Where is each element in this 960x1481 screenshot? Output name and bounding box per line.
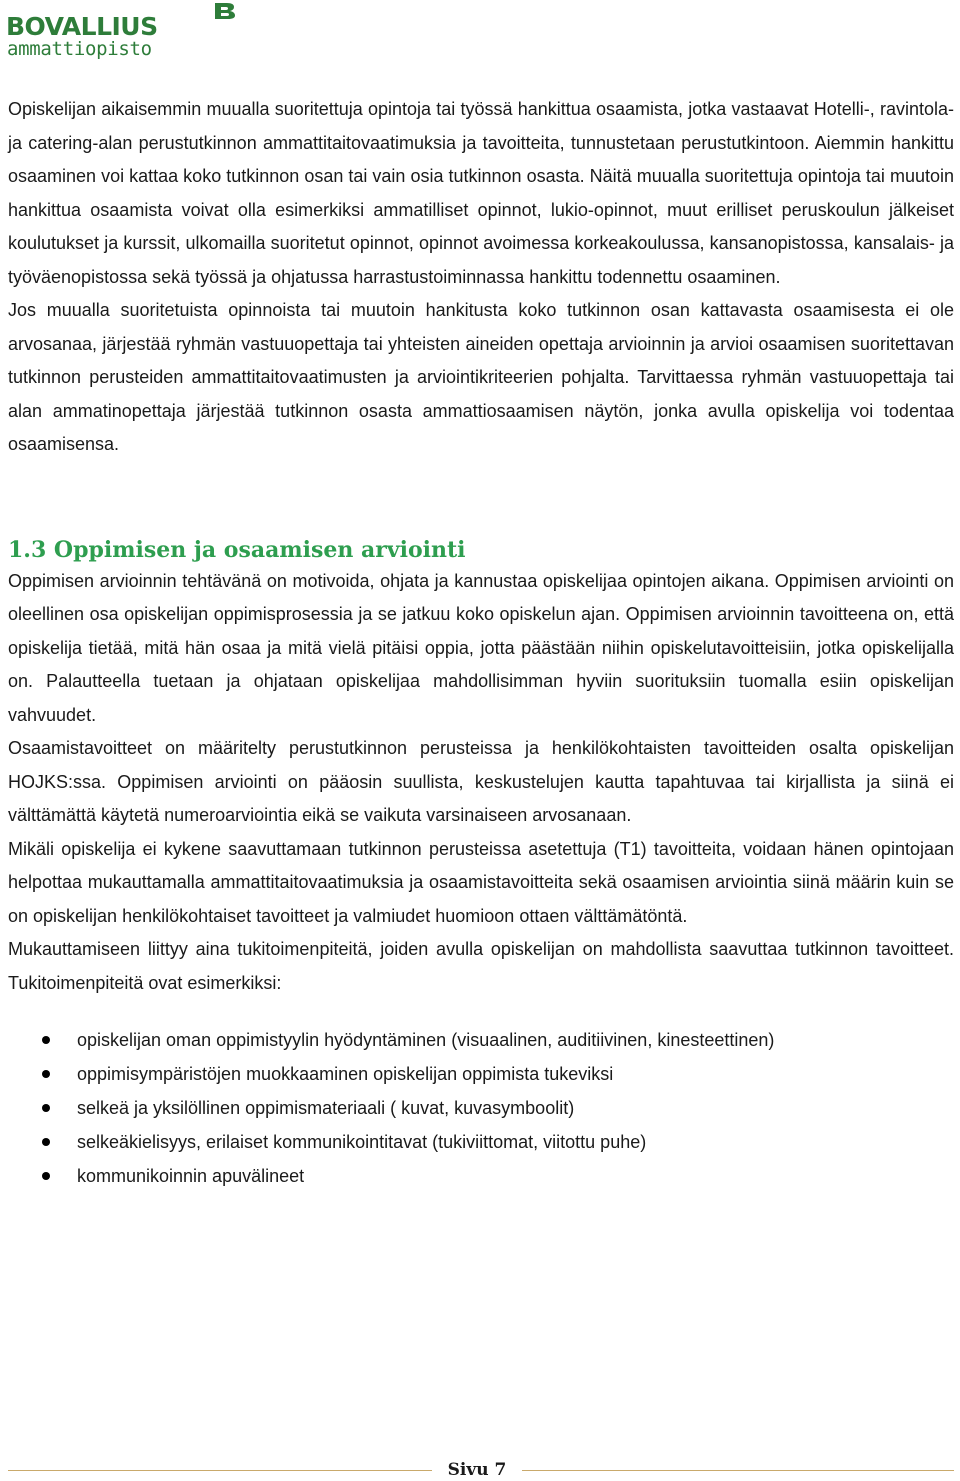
bullet-icon: [42, 1036, 50, 1044]
bullet-icon: [42, 1172, 50, 1180]
list-item: [8, 1023, 954, 1057]
bullet-icon: [42, 1070, 50, 1078]
school-logo: [6, 2, 236, 64]
list-item-text: selkeäkielisyys, erilaiset kommunikointitavat (tukiviittomat, viitottu puhe): [77, 1132, 647, 1152]
list-item-text: oppimisympäristöjen muokkaaminen opiskelijan oppimista tukeviksi: [77, 1064, 614, 1084]
list-item: [8, 1159, 954, 1193]
document-body: [8, 93, 954, 1193]
list-item: [8, 1091, 954, 1125]
section-paragraph-1: Oppimisen arvioinnin tehtävänä on motivoida, ohjata ja kannustaa opiskelijaa opintojen aikana. Oppimisen arviointi on oleellinen osa opiskelijan oppimisprosessia ja se jatkuu koko opiskelun ajan. Oppimisen arvioinnin tavoitteena on, että opiskelija tietää, mitä hän osaa ja mitä vielä pitäisi oppia, jotta päästään niihin opiskelutavoitteisiin, jotka opiskelijalla on. Palautteella tuetaan ja ohjataan opiskelijaa mahdollisimman hyviin suorituksiin tuomalla esiin opiskelijan vahvuudet.: [8, 570, 954, 725]
bullet-icon: [42, 1104, 50, 1112]
page-number: [432, 1459, 522, 1481]
section-paragraph-3: Mikäli opiskelija ei kykene saavuttamaan tutkinnon perusteissa asetettuja (T1) tavoitteita, voidaan hänen opintojaan helpottaa mukauttamalla ammattitaitovaatimuksia ja osaamistavoitteita sekä osaamisen arviointia siinä määrin kuin se on opiskelijan henkilökohtaiset tavoitteet ja valmiudet huomioon ottaen välttämätöntä.: [8, 838, 954, 926]
list-item: [8, 1057, 954, 1091]
section-paragraph-2: Osaamistavoitteet on määritelty perustutkinnon perusteissa ja henkilökohtaisten tavoitteiden osalta opiskelijan HOJKS:ssa. Oppimisen arviointi on pääosin suullista, keskustelujen kautta tapahtuvaa tai kirjallista ja siinä ei välttämättä käytetä numeroarviointia eikä se vaikuta varsinaiseen arvosanaan.: [8, 738, 954, 825]
intro-paragraph-2: Jos muualla suoritetuista opinnoista tai muutoin hankitusta koko tutkinnon osan kattavasta osaamisesta ei ole arvosanaa, järjestää ryhmän vastuuopettaja tai yhteisten aineiden opettaja arvioinnin ja arvioi osaamisen suoritettavan tutkinnon perusteiden ammattitaitovaatimusten ja arviointikriteerien pohjalta. Tarvittaessa ryhmän vastuuopettaja tai alan ammatinopettaja järjestää tutkinnon osasta ammattiosaamisen näytön, jonka avulla opiskelija voi todentaa osaamisensa.: [8, 300, 954, 454]
intro-paragraph-1: Opiskelijan aikaisemmin muualla suoritettuja opintoja tai työssä hankittua osaamista, jotka vastaavat Hotelli-, ravintola- ja catering-alan perustutkinnon ammattitaitovaatimuksia ja tavoitteita, tunnustetaan perustutkintoon. Aiemmin hankittu osaaminen voi kattaa koko tutkinnon osan tai vain osia tutkinnon osasta. Näitä muualla suoritettuja opintoja tai muutoin hankittua osaamista voivat olla esimerkiksi ammatilliset opinnot, lukio-opinnot, muut erilliset peruskoulun jälkeiset koulutukset ja kurssit, ulkomailla suoritetut opinnot, opinnot avoimessa korkeakoulussa, kansanopistossa, kansalais- ja työväenopistossa sekä työssä ja ohjatussa harrastustoiminnassa hankittu todennettu osaaminen.: [8, 99, 954, 287]
list-item: [8, 1125, 954, 1159]
section-paragraph-4: Mukauttamiseen liittyy aina tukitoimenpiteitä, joiden avulla opiskelijan on mahdollista saavuttaa tutkinnon tavoitteet. Tukitoimenpiteitä ovat esimerkiksi:: [8, 939, 954, 993]
page-number-label: Sivu 7: [447, 1460, 507, 1480]
list-item-text: selkeä ja yksilöllinen oppimismateriaali ( kuvat, kuvasymboolit): [77, 1098, 575, 1118]
list-item-text: opiskelijan oman oppimistyylin hyödyntäminen (visuaalinen, auditiivinen, kinesteettinen): [77, 1030, 775, 1050]
logo-name: BOVALLIUS: [6, 12, 158, 41]
bullet-icon: [42, 1138, 50, 1146]
list-item-text: kommunikoinnin apuvälineet: [77, 1166, 305, 1186]
section-heading: 1.3 Oppimisen ja osaamisen arviointi: [8, 536, 466, 563]
support-measures-list: [8, 1023, 954, 1193]
bovallius-b-mark-icon: [213, 2, 237, 20]
logo-subtitle: ammattiopisto: [7, 38, 152, 60]
